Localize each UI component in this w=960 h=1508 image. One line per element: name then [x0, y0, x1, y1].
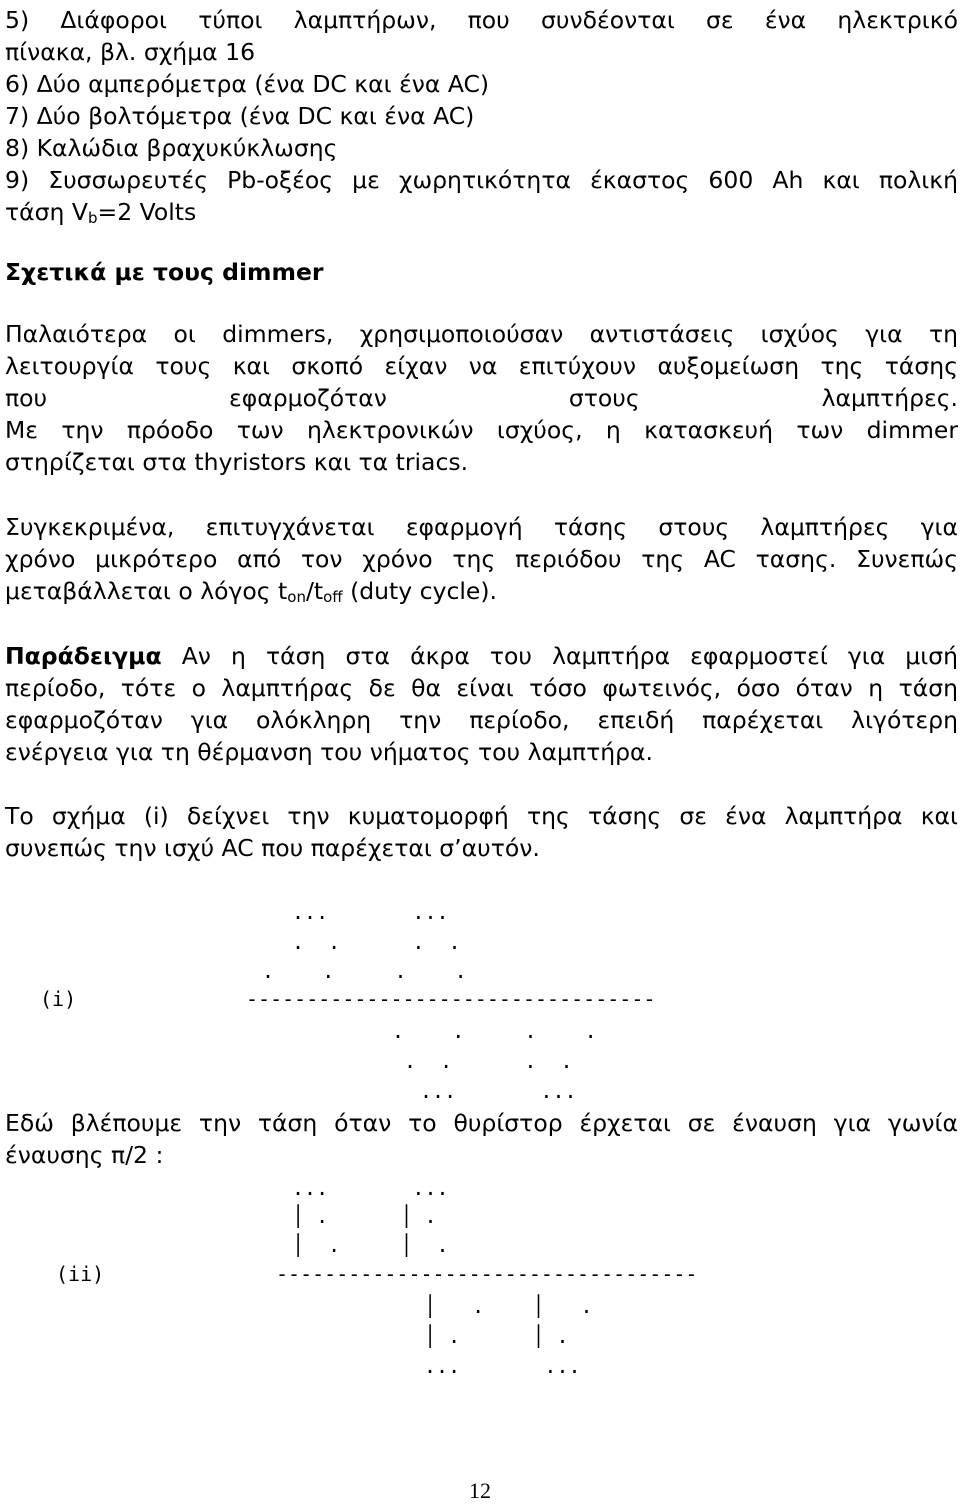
- figure-ii-axis: -----------------------------------: [276, 1262, 698, 1286]
- figure-i-row: . . . .: [262, 959, 467, 983]
- figure-i-row: . . . .: [292, 930, 461, 954]
- paragraph5-line2: έναυσης π/2 :: [5, 1141, 164, 1169]
- list-item-9-line2: [5, 196, 958, 231]
- figure-i-label: (i): [40, 987, 77, 1011]
- figure-ii-row: │ . │ .: [292, 1233, 449, 1257]
- duty-cycle-suffix: (duty cycle).: [342, 577, 498, 605]
- paragraph1-line4: Με την πρόοδο των ηλεκτρονικών ισχύος, η κατασκευή των dimmer: [5, 416, 958, 444]
- figure-i-row: ... ...: [292, 900, 449, 924]
- paragraph3-line4: ενέργεια για τη θέρμανση του νήματος του λαμπτήρα.: [5, 738, 653, 766]
- figure-ii-label: (ii): [56, 1262, 105, 1286]
- paragraph1-line3: που εφαρμοζόταν στους λαμπτήρες.: [5, 384, 958, 412]
- figure-ii-row: ... ...: [292, 1176, 449, 1200]
- list-item-6: 6) Δύο αμπερόμετρα (ένα DC και ένα AC): [5, 70, 490, 98]
- paragraph2-line2: χρόνο μικρότερο από τον χρόνο της περιόδου της AC τασης. Συνεπώς: [5, 545, 958, 573]
- figure-ii-row: │ . │ .: [424, 1294, 593, 1318]
- paragraph1-line2: λειτουργία τους και σκοπό είχαν να επιτύχουν αυξομείωση της τάσης: [5, 352, 958, 380]
- voltage-value: =2 Volts: [97, 198, 197, 226]
- section-title: Σχετικά με τους dimmer: [5, 258, 324, 286]
- list-item-5-line1: 5) Διάφοροι τύποι λαμπτήρων, που συνδέονται σε ένα ηλεκτρικό: [5, 6, 958, 34]
- paragraph3-line3: εφαρμοζόταν για ολόκληρη την περίοδο, επειδή παρέχεται λιγότερη: [5, 706, 958, 734]
- list-item-9-line1: 9) Συσσωρευτές Pb-οξέος με χωρητικότητα έκαστος 600 Ah και πολική: [5, 166, 958, 194]
- paragraph3-line2: περίοδο, τότε ο λαμπτήρας δε θα είναι τόσο φωτεινός, όσο όταν η τάση: [5, 674, 958, 702]
- figure-ii-row: ... ...: [424, 1354, 581, 1378]
- voltage-label: τάση V: [5, 198, 88, 226]
- paragraph1-line1: Παλαιότερα οι dimmers, χρησιμοποιούσαν αντιστάσεις ισχύος για τη: [5, 320, 958, 348]
- duty-cycle-slash: /t: [305, 577, 324, 605]
- t-off-subscript: off: [323, 588, 343, 606]
- figure-ii-row: │ . │ .: [424, 1324, 569, 1348]
- list-item-7: 7) Δύο βολτόμετρα (ένα DC και ένα AC): [5, 102, 475, 130]
- t-on-subscript: on: [287, 588, 306, 606]
- figure-i-row: . . . .: [392, 1019, 597, 1043]
- list-item-8: 8) Καλώδια βραχυκύκλωσης: [5, 134, 338, 162]
- figure-ii-row: │ . │ .: [292, 1204, 437, 1228]
- figure-i-row: ... ...: [420, 1079, 577, 1103]
- duty-cycle-prefix: μεταβάλλεται ο λόγος t: [5, 577, 288, 605]
- figure-i-axis: ----------------------------------: [246, 987, 656, 1011]
- list-item-5-line2: πίνακα, βλ. σχήμα 16: [5, 38, 256, 66]
- paragraph4-line2: συνεπώς την ισχύ AC που παρέχεται σ’αυτόν.: [5, 834, 540, 862]
- paragraph3-line1: [5, 640, 958, 672]
- page-number: 12: [469, 1478, 491, 1503]
- paragraph3-line1-text: Αν η τάση στα άκρα του λαμπτήρα εφαρμοστεί για μισή: [161, 642, 958, 670]
- paragraph2-line3: [5, 575, 958, 610]
- paragraph2-line1: Συγκεκριμένα, επιτυγχάνεται εφαρμογή τάσης στους λαμπτήρες για: [5, 513, 958, 541]
- paragraph1-line5: στηρίζεται στα thyristors και τα triacs.: [5, 448, 469, 476]
- paragraph5-line1: Εδώ βλέπουμε την τάση όταν το θυρίστορ έρχεται σε έναυση για γωνία: [5, 1109, 958, 1137]
- example-label: Παράδειγμα: [5, 642, 162, 670]
- paragraph4-line1: Το σχήμα (i) δείχνει την κυματομορφή της τάσης σε ένα λαμπτήρα και: [5, 802, 958, 830]
- figure-i-row: . . . .: [404, 1049, 573, 1073]
- voltage-subscript: b: [87, 209, 98, 227]
